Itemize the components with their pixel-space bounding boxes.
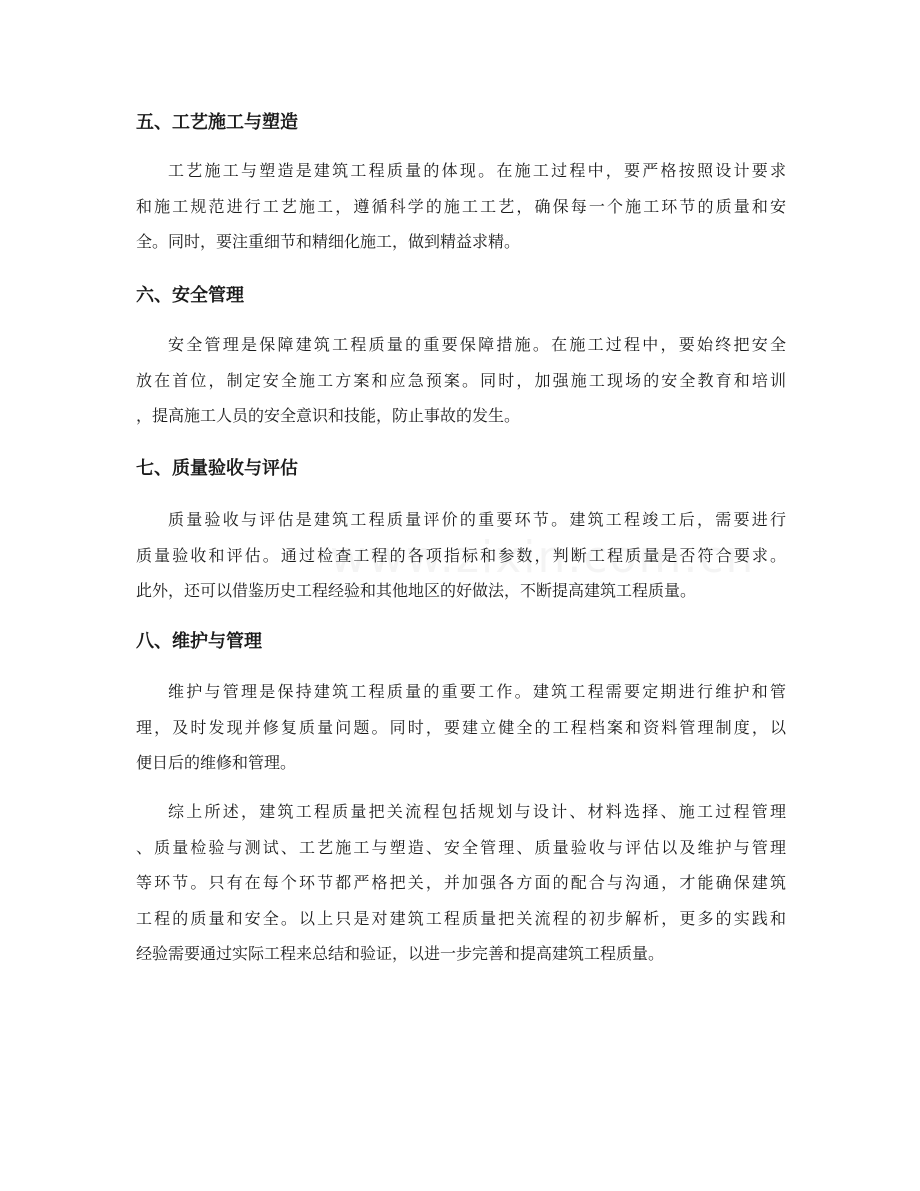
section-heading-6: 六、安全管理 (136, 285, 244, 306)
paragraph-line: 、质量检验与测试、工艺施工与塑造、安全管理、质量验收与评估以及维护与管理 (136, 837, 786, 857)
paragraph-line: 质量验收和评估。通过检查工程的各项指标和参数，判断工程质量是否符合要求。 (136, 545, 786, 565)
section-paragraph-5 (136, 153, 786, 260)
section-paragraph-7 (136, 502, 786, 609)
section-paragraph-8 (136, 674, 786, 781)
section-heading-7: 七、质量验收与评估 (136, 458, 298, 479)
paragraph-line: 等环节。只有在每个环节都严格把关，并加强各方面的配合与沟通，才能确保建筑 (136, 873, 786, 892)
paragraph-line: ，提高施工人员的安全意识和技能，防止事故的发生。 (136, 406, 521, 425)
section-heading-5: 五、工艺施工与塑造 (136, 112, 298, 133)
paragraph-line: 工艺施工与塑造是建筑工程质量的体现。在施工过程中，要严格按照设计要求 (168, 161, 786, 180)
paragraph-line: 放在首位，制定安全施工方案和应急预案。同时，加强施工现场的安全教育和培训 (136, 370, 786, 390)
section-paragraph-6 (136, 327, 786, 434)
paragraph-line: 工程的质量和安全。以上只是对建筑工程质量把关流程的初步解析，更多的实践和 (136, 908, 786, 928)
paragraph-line: 此外，还可以借鉴历史工程经验和其他地区的好做法，不断提高建筑工程质量。 (136, 581, 697, 600)
conclusion-paragraph (136, 794, 786, 972)
paragraph-line: 安全管理是保障建筑工程质量的重要保障措施。在施工过程中，要始终把安全 (168, 335, 786, 354)
paragraph-line: 经验需要通过实际工程来总结和验证，以进一步完善和提高建筑工程质量。 (136, 944, 665, 963)
paragraph-line: 便日后的维修和管理。 (136, 753, 297, 772)
paragraph-line: 综上所述，建筑工程质量把关流程包括规划与设计、材料选择、施工过程管理 (168, 802, 786, 821)
section-heading-8: 八、维护与管理 (136, 631, 262, 652)
paragraph-line: 全。同时，要注重细节和精细化施工，做到精益求精。 (136, 232, 521, 251)
paragraph-line: 理，及时发现并修复质量问题。同时，要建立健全的工程档案和资料管理制度，以 (136, 717, 786, 737)
paragraph-line: 维护与管理是保持建筑工程质量的重要工作。建筑工程需要定期进行维护和管 (168, 682, 786, 701)
paragraph-line: 和施工规范进行工艺施工，遵循科学的施工工艺，确保每一个施工环节的质量和安 (136, 196, 786, 216)
paragraph-line: 质量验收与评估是建筑工程质量评价的重要环节。建筑工程竣工后，需要进行 (168, 510, 786, 529)
